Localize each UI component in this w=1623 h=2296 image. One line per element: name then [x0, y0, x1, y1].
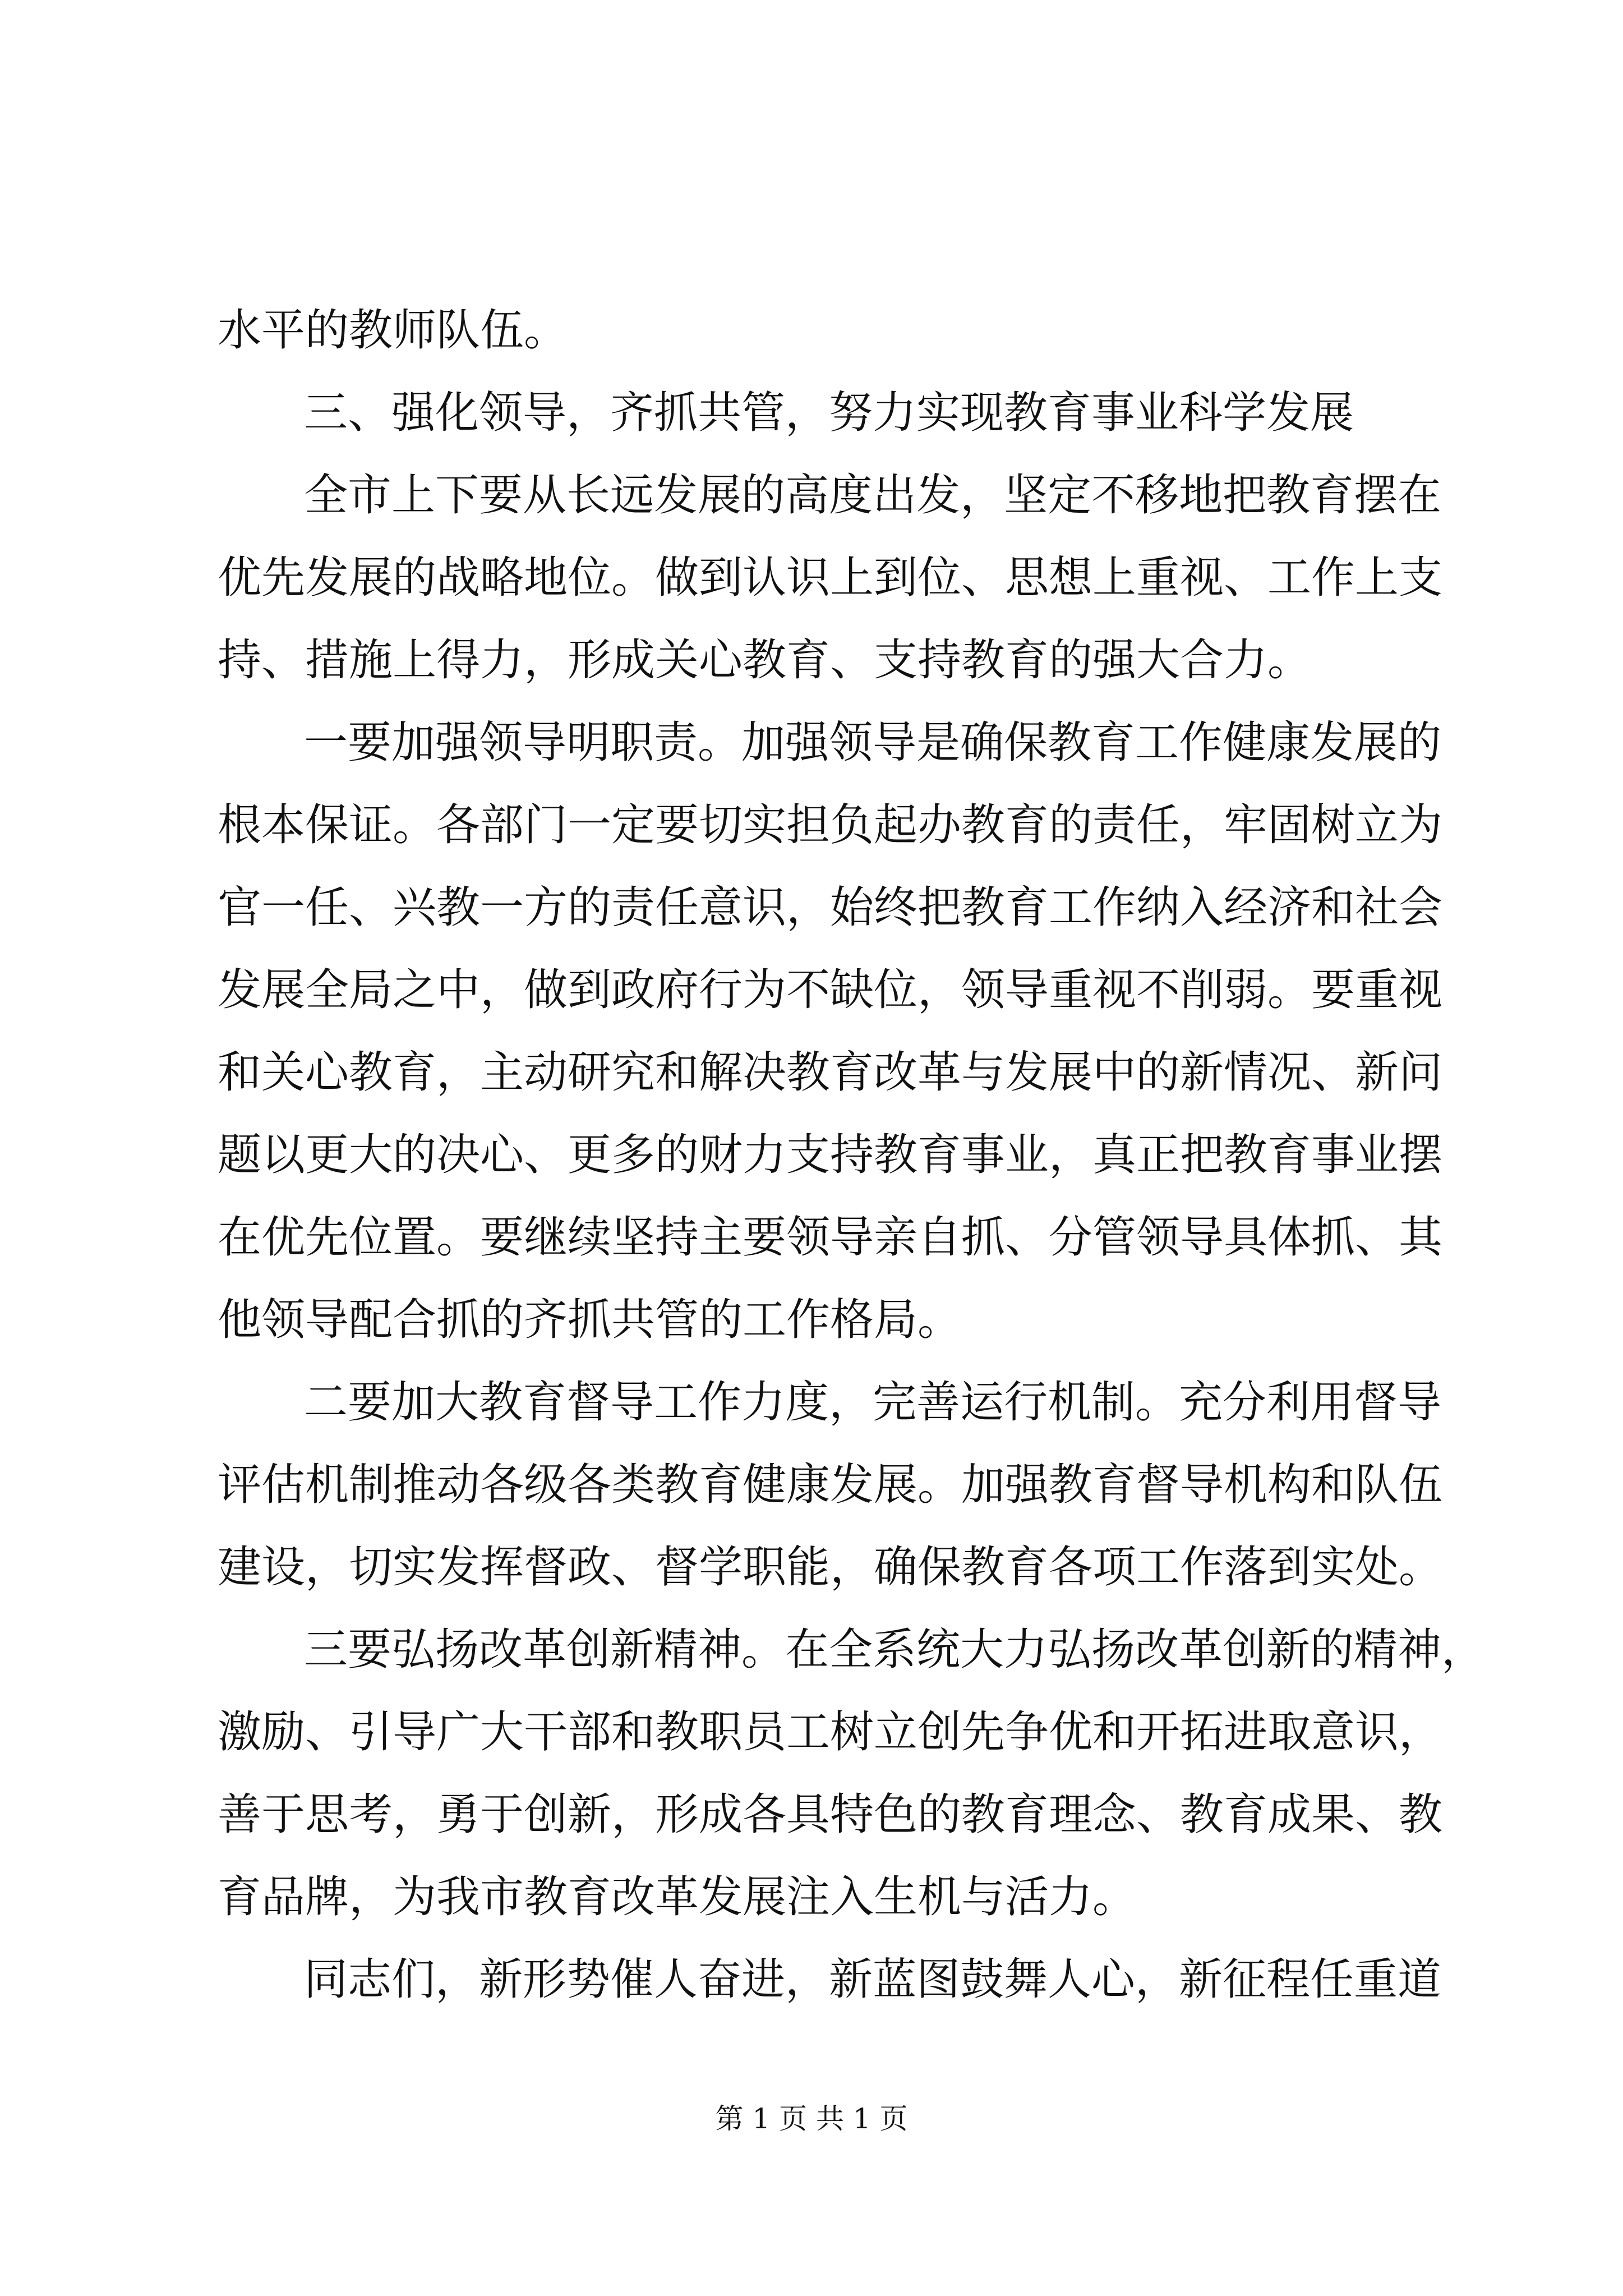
page-footer: 第 1 页 共 1 页	[715, 2102, 908, 2135]
text-line: 评估机制推动各级各类教育健康发展。加强教育督导机构和队伍	[218, 1460, 1443, 1510]
text-line: 水平的教师队伍。	[218, 305, 568, 356]
text-line: 善于思考，勇于创新，形成各具特色的教育理念、教育成果、教	[218, 1789, 1443, 1840]
text-line: 二要加大教育督导工作力度，完善运行机制。充分利用督导	[304, 1377, 1442, 1428]
text-line: 官一任、兴教一方的责任意识，始终把教育工作纳入经济和社会	[218, 882, 1443, 933]
text-line: 激励、引导广大干部和教职员工树立创先争优和开拓进取意识，	[218, 1707, 1443, 1757]
text-line: 和关心教育，主动研究和解决教育改革与发展中的新情况、新问	[218, 1047, 1443, 1098]
text-line: 他领导配合抓的齐抓共管的工作格局。	[218, 1295, 962, 1345]
text-line: 同志们，新形势催人奋进，新蓝图鼓舞人心，新征程任重道	[304, 1954, 1442, 2005]
text-line: 在优先位置。要继续坚持主要领导亲自抓、分管领导具体抓、其	[218, 1212, 1443, 1263]
text-line: 建设，切实发挥督政、督学职能，确保教育各项工作落到实处。	[218, 1542, 1443, 1593]
text-line: 一要加强领导明职责。加强领导是确保教育工作健康发展的	[304, 717, 1442, 768]
text-line: 发展全局之中，做到政府行为不缺位，领导重视不削弱。要重视	[218, 965, 1443, 1015]
text-line: 优先发展的战略地位。做到认识上到位、思想上重视、工作上支	[218, 553, 1443, 603]
text-line: 全市上下要从长远发展的高度出发，坚定不移地把教育摆在	[304, 470, 1442, 521]
text-line: 持、措施上得力，形成关心教育、支持教育的强大合力。	[218, 635, 1312, 685]
body-text	[218, 289, 1486, 2021]
text-line: 三要弘扬改革创新精神。在全系统大力弘扬改革创新的精神，	[304, 1625, 1486, 1675]
text-line: 育品牌，为我市教育改革发展注入生机与活力。	[218, 1872, 1137, 1922]
text-line: 根本保证。各部门一定要切实担负起办教育的责任，牢固树立为	[218, 800, 1443, 850]
text-line: 题以更大的决心、更多的财力支持教育事业，真正把教育事业摆	[218, 1130, 1443, 1180]
section-heading: 三、强化领导，齐抓共管，努力实现教育事业科学发展	[304, 388, 1354, 438]
